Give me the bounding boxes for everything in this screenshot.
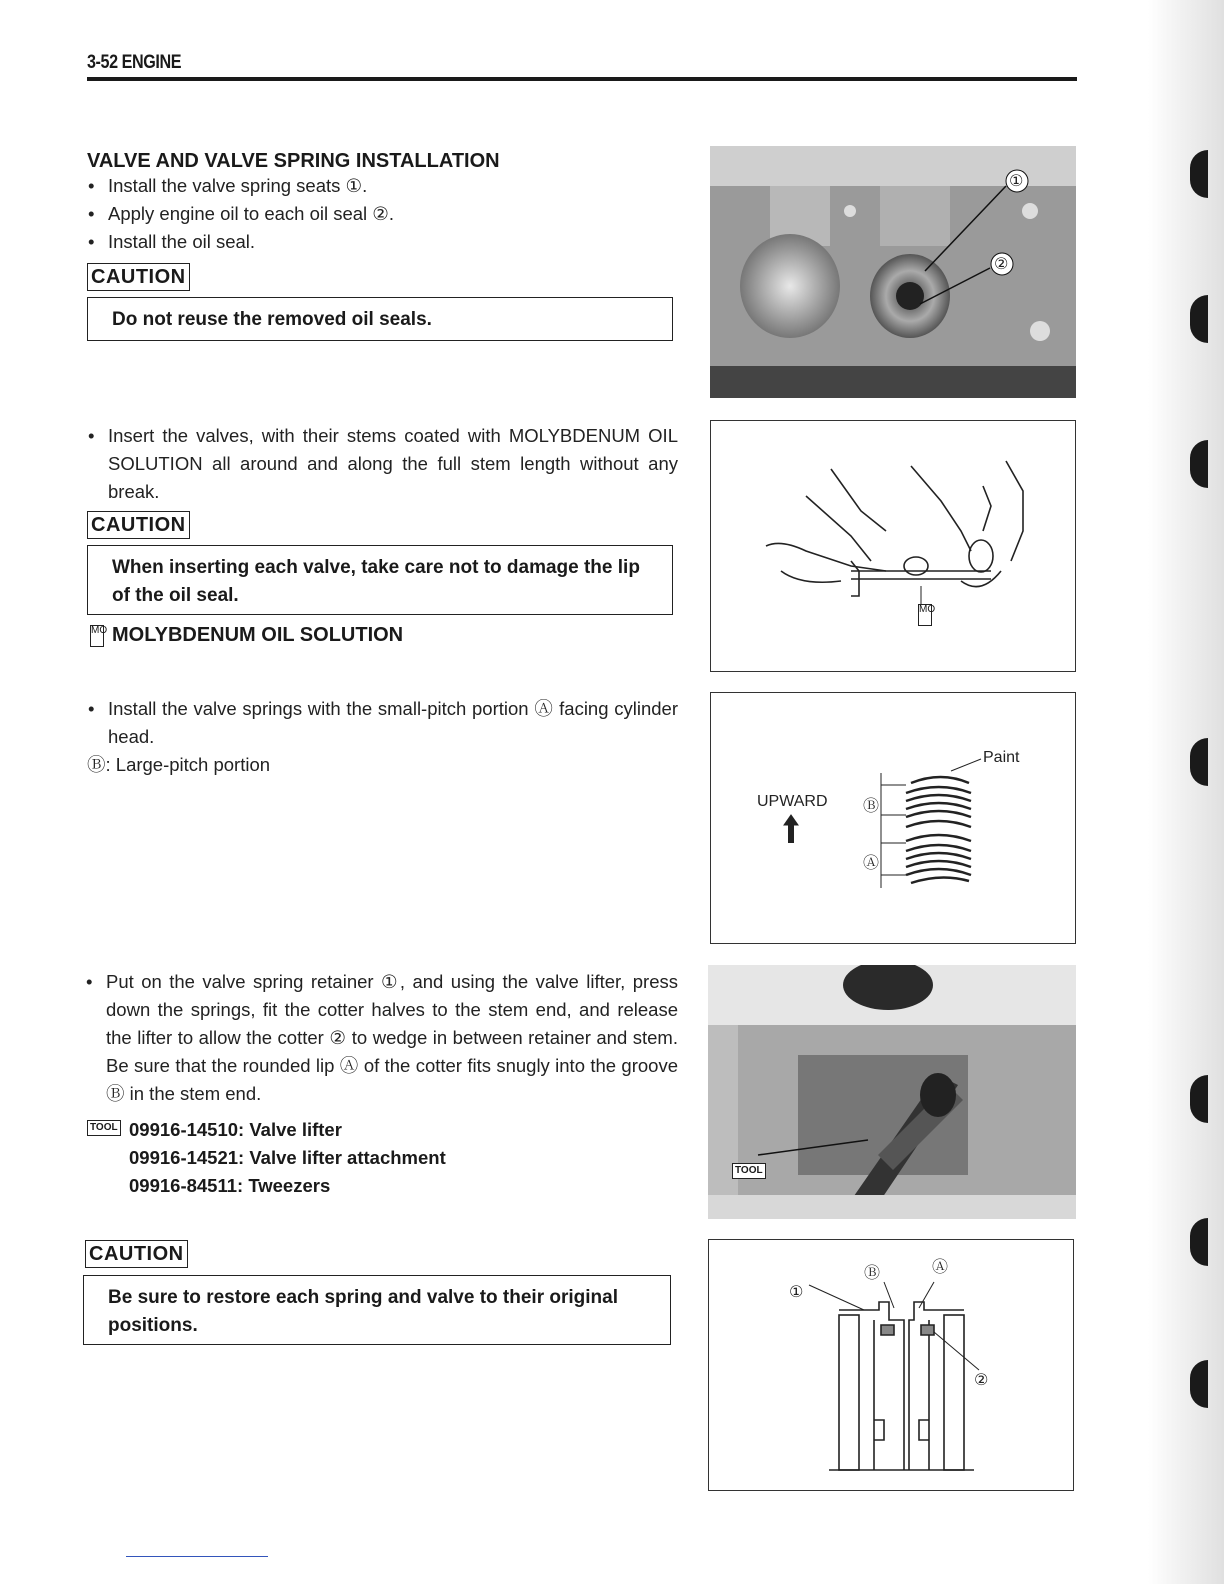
figure-cotter-section xyxy=(708,1239,1074,1491)
caution-label: CAUTION xyxy=(87,263,190,291)
tool-item: 09916-14510: Valve lifter xyxy=(129,1119,342,1140)
caution-label: CAUTION xyxy=(87,511,190,539)
figure-insert-valve xyxy=(710,420,1076,672)
index-tab xyxy=(1190,1218,1208,1266)
page-header: 3-52 ENGINE xyxy=(87,52,182,73)
header-rule xyxy=(87,77,1077,81)
index-tab xyxy=(1190,150,1208,198)
page-edge xyxy=(1148,0,1224,1584)
bullet-spring-retainer: • Put on the valve spring retainer ①, and using the valve lifter, press down the springs, fit the cotter halves to the stem end, and release the lifter to allow the cotter ② to wedge in between retainer and stem. Be sure that the rounded lip Ⓐ of the cotter fits snugly into the groove Ⓑ in the stem end. xyxy=(86,971,678,1104)
label-b: Ⓑ xyxy=(864,1265,881,1282)
label-a: Ⓐ xyxy=(863,855,880,872)
label-2: ② xyxy=(974,1372,989,1389)
tool-icon: TOOL xyxy=(732,1163,766,1179)
tool-item: 09916-14521: Valve lifter attachment xyxy=(129,1147,446,1168)
index-tab xyxy=(1190,440,1208,488)
label-a: Ⓐ xyxy=(932,1259,949,1276)
caution-box: When inserting each valve, take care not to damage the lip of the oil seal. xyxy=(87,545,673,615)
bullet-apply-oil: • Apply engine oil to each oil seal ②. xyxy=(88,203,395,224)
paint-label: Paint xyxy=(983,749,1020,766)
bullet-spring-seats: • Install the valve spring seats ①. xyxy=(88,175,368,196)
index-tab xyxy=(1190,295,1208,343)
moly-oil-icon: MO xyxy=(918,604,932,626)
label-1: ① xyxy=(789,1284,804,1301)
tool-item: 09916-84511: Tweezers xyxy=(129,1175,331,1196)
caution-box: Do not reuse the removed oil seals. xyxy=(87,297,673,341)
label-b: Ⓑ xyxy=(863,798,880,815)
caution-label: CAUTION xyxy=(85,1240,188,1268)
label-1: ① xyxy=(1009,173,1024,190)
note-large-pitch: Ⓑ: Large-pitch portion xyxy=(87,754,271,775)
index-tab xyxy=(1190,1360,1208,1408)
figure-valve-lifter-photo xyxy=(708,965,1076,1219)
figure-valve-spring xyxy=(710,692,1076,944)
tool-icon: TOOL xyxy=(87,1120,121,1136)
index-tab xyxy=(1190,1075,1208,1123)
figure-valve-seat-photo xyxy=(710,146,1076,398)
moly-heading: MO MOLYBDENUM OIL SOLUTION xyxy=(91,624,404,646)
moly-oil-icon: MO xyxy=(90,625,104,647)
bullet-insert-valves: • Insert the valves, with their stems coated with MOLYBDENUM OIL SOLUTION all around and along the full stem length without any break. xyxy=(88,425,678,502)
bullet-install-seal: • Install the oil seal. xyxy=(88,231,256,252)
upward-label: UPWARD xyxy=(757,793,828,810)
label-2: ② xyxy=(994,256,1009,273)
tool-list xyxy=(87,1116,446,1200)
bullet-install-springs: • Install the valve springs with the small-pitch portion Ⓐ facing cylinder head. xyxy=(88,698,678,747)
section-title: VALVE AND VALVE SPRING INSTALLATION xyxy=(87,150,500,172)
caution-box: Be sure to restore each spring and valve to their original positions. xyxy=(83,1275,671,1345)
footer-rule xyxy=(126,1556,268,1557)
index-tab xyxy=(1190,738,1208,786)
